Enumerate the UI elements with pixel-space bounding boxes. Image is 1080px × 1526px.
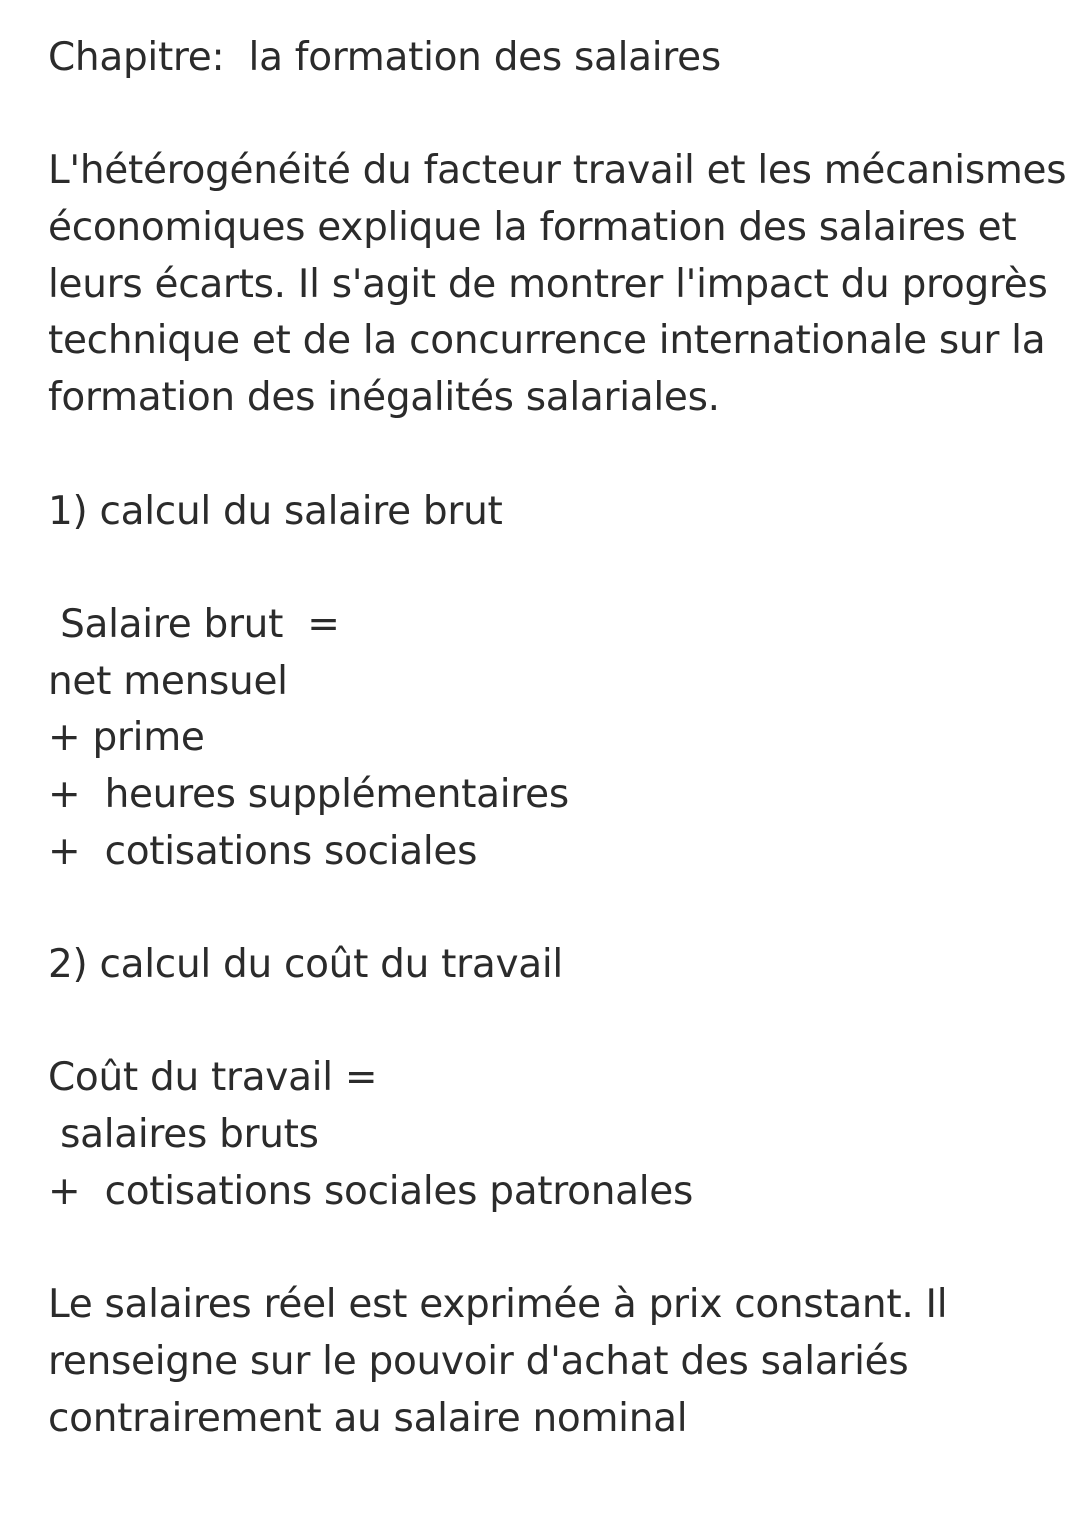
conclusion-line: contrairement au salaire nominal — [48, 1395, 688, 1441]
intro-line: économiques explique la formation des salaires et — [48, 205, 1017, 251]
note-document — [48, 30, 1067, 1447]
intro-line: L'hétérogénéité du facteur travail et les mécanismes — [48, 148, 1067, 194]
spacer — [48, 540, 1048, 597]
chapter-title: Chapitre: la formation des salaires — [48, 35, 721, 80]
conclusion-line: renseigne sur le pouvoir d'achat des salariés — [48, 1338, 909, 1384]
intro-line: formation des inégalités salariales. — [48, 375, 720, 421]
spacer — [48, 880, 1048, 937]
formula-term: salaires bruts — [48, 1112, 319, 1158]
spacer — [48, 427, 1048, 484]
conclusion-paragraph — [48, 1277, 1048, 1447]
section-2-heading: 2) calcul du coût du travail — [48, 942, 563, 987]
spacer — [48, 1220, 1048, 1277]
spacer — [48, 87, 1048, 144]
formula-label: Salaire brut = — [48, 601, 340, 647]
formula-term: + cotisations sociales — [48, 828, 478, 874]
formula-label: Coût du travail = — [48, 1055, 378, 1101]
formula-term: + cotisations sociales patronales — [48, 1168, 693, 1214]
formula-term: net mensuel — [48, 658, 288, 704]
section-1-heading: 1) calcul du salaire brut — [48, 488, 503, 534]
salaire-brut-formula — [48, 597, 1048, 880]
intro-paragraph — [48, 143, 1067, 426]
conclusion-line: Le salaires réel est exprimée à prix constant. Il — [48, 1282, 948, 1328]
spacer — [48, 994, 1048, 1051]
formula-term: + heures supplémentaires — [48, 771, 569, 817]
intro-line: leurs écarts. Il s'agit de montrer l'impact du progrès — [48, 261, 1048, 307]
formula-term: + prime — [48, 715, 205, 761]
intro-line: technique et de la concurrence internationale sur la — [48, 318, 1046, 364]
cout-travail-formula — [48, 1050, 1048, 1220]
